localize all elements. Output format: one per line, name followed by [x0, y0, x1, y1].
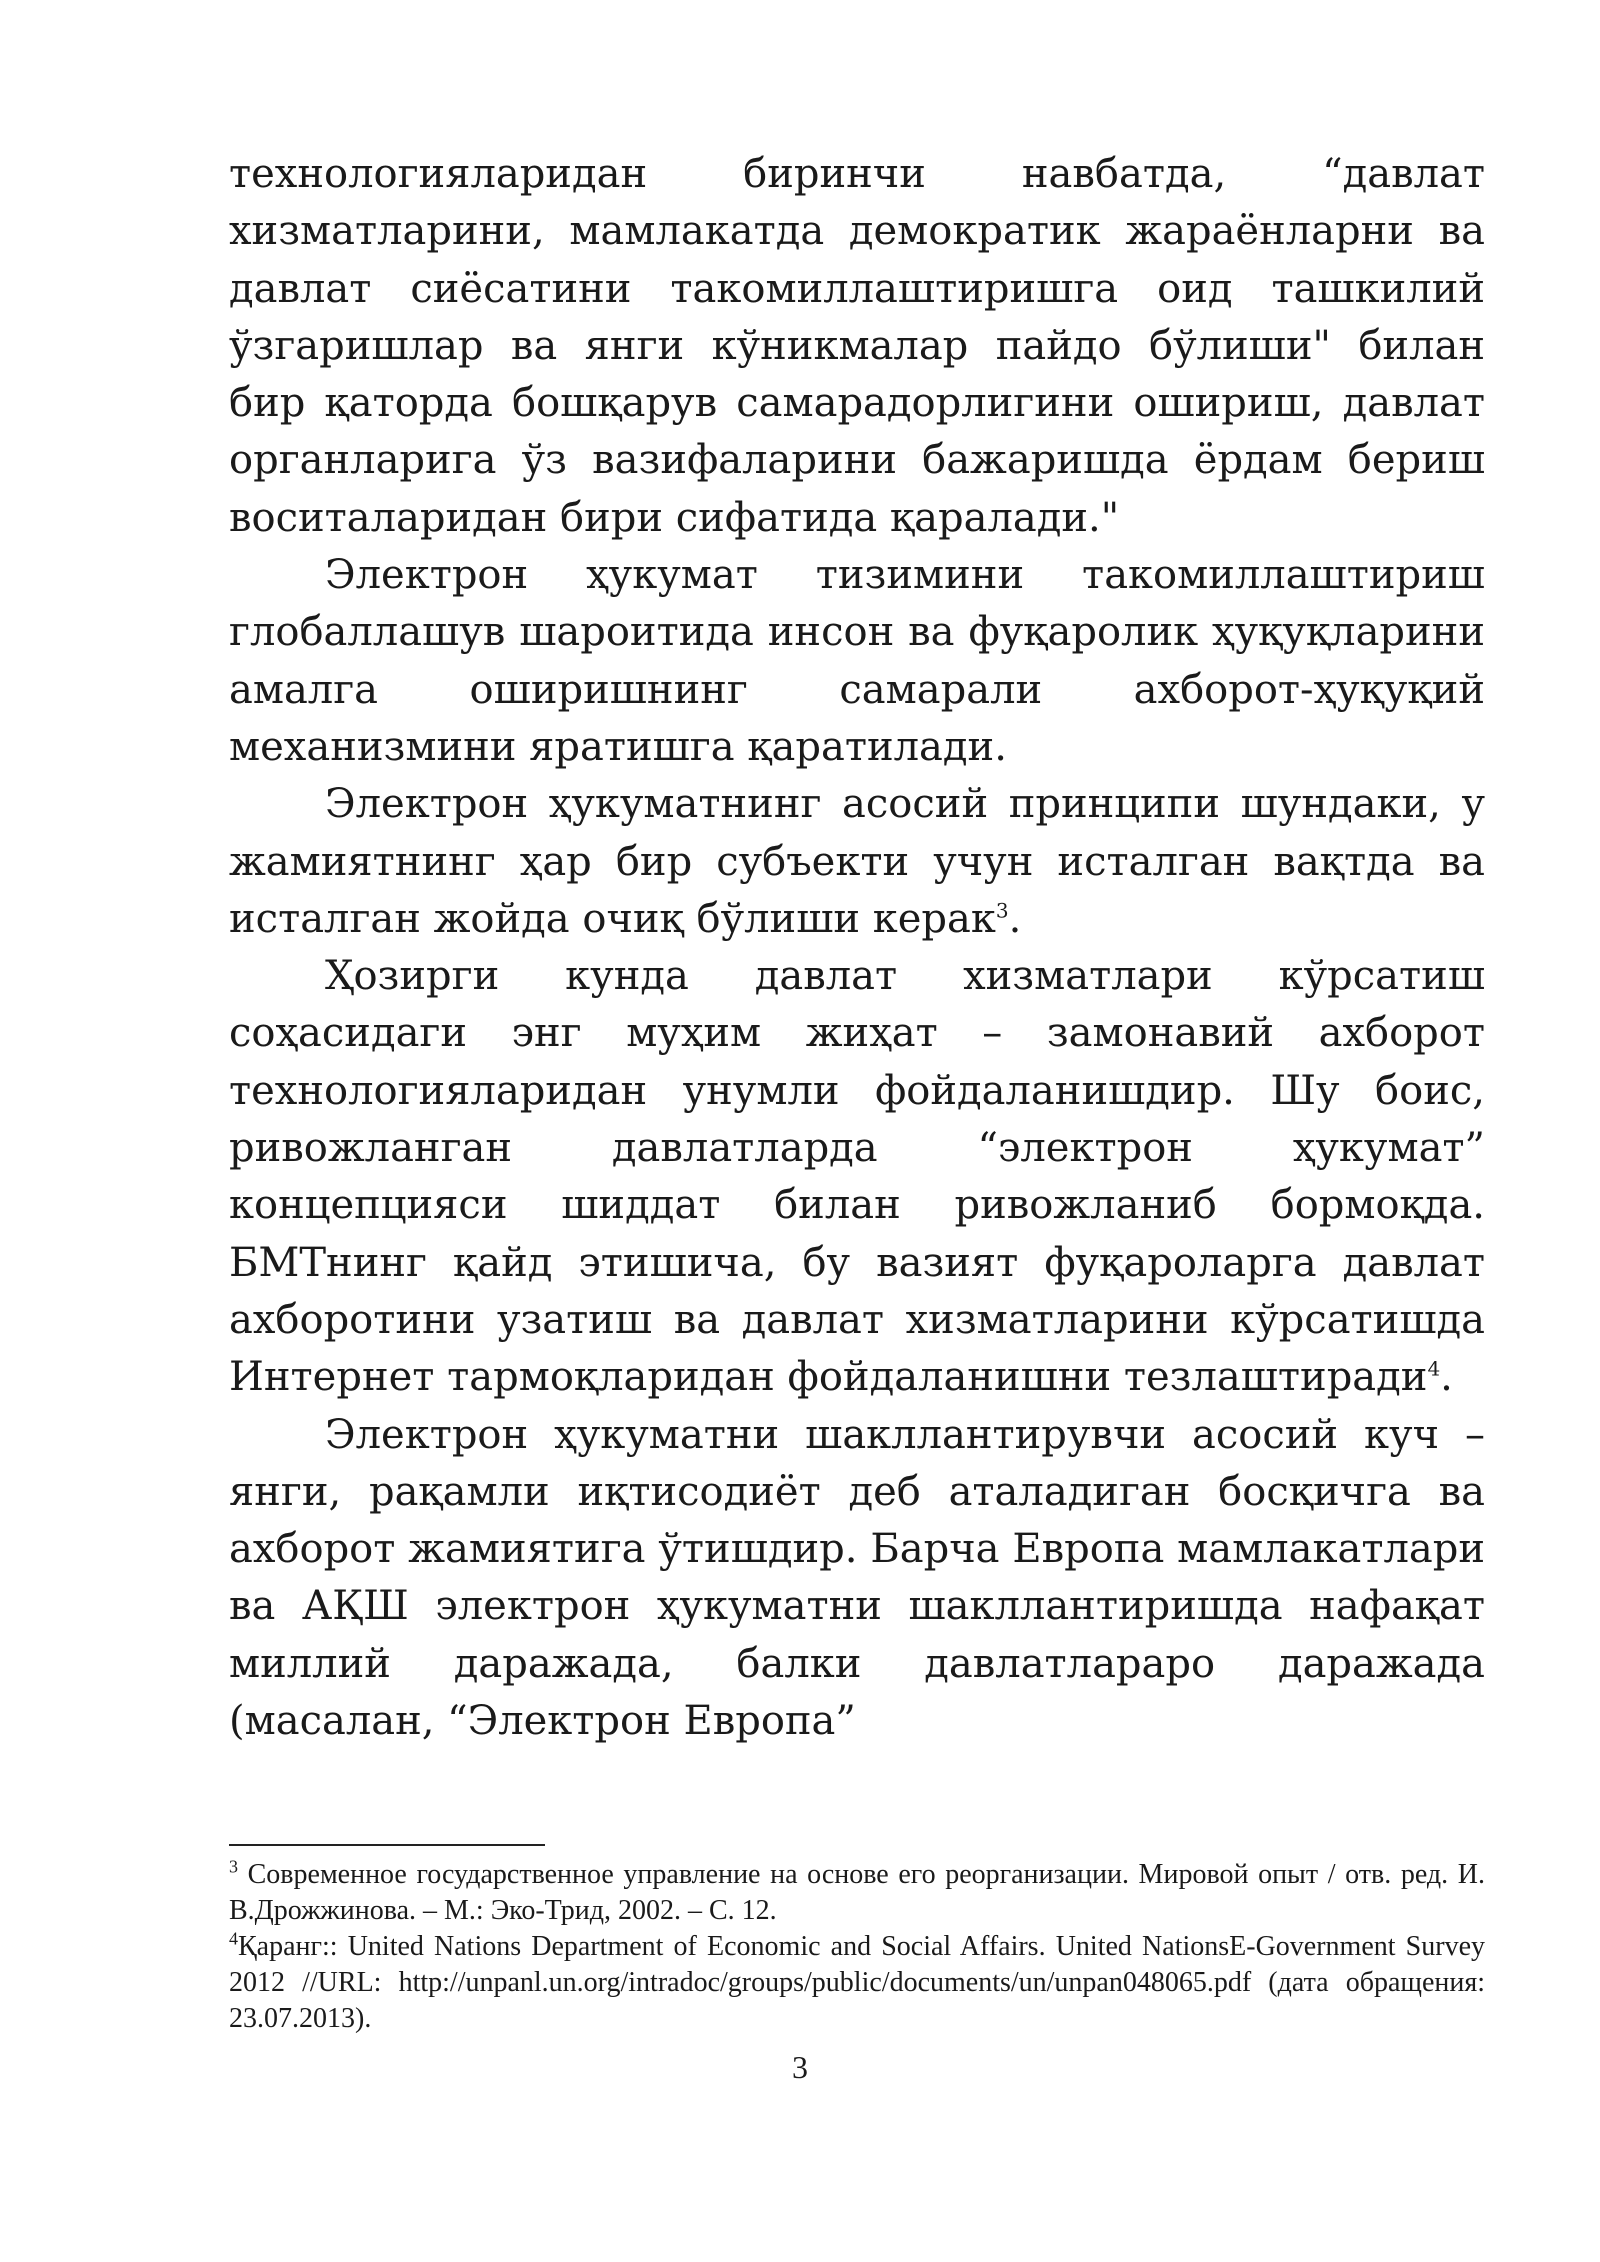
footnote-4-text: Қаранг:: United Nations Department of Economic and Social Affairs. United NationsE-Government Survey 2012 //URL: http://unpanl.un.org/intradoc/groups/public/documents/un/unpan048065.pdf (дата обращения: 23.07.2013). — [229, 1931, 1485, 2034]
paragraph-5-text: Электрон ҳукуматни шакллантирувчи асосий куч – янги, рақамли иқтисодиёт деб аталадиган босқичга ва ахборот жамиятига ўтишдир. Барча Европа мамлакатлари ва АҚШ электрон ҳукуматни шакллантиришда нафақат миллий даражада, балки давлатлараро даражада (масалан, “Электрон Европа” — [229, 1411, 1485, 1745]
paragraph-4-tail: . — [1440, 1354, 1453, 1401]
footnote-3-number: 3 — [229, 1856, 238, 1877]
footnotes — [229, 1857, 1485, 2037]
paragraph-1 — [229, 146, 1485, 547]
footnote-ref-4[interactable]: 4 — [1427, 1356, 1441, 1381]
paragraph-3-text: Электрон ҳукуматнинг асосий принципи шундаки, у жамиятнинг ҳар бир субъекти учун исталган вақтда ва исталган жойда очиқ бўлиши керак — [229, 781, 1485, 942]
footnote-3 — [229, 1857, 1485, 1929]
footnote-ref-3[interactable]: 3 — [995, 898, 1009, 923]
footnote-3-text: Современное государственное управление на основе его реорганизации. Мировой опыт / отв. ред. И. В.Дрожжинова. – М.: Эко-Трид, 2002. – С. 12. — [229, 1859, 1485, 1926]
paragraph-2 — [229, 547, 1485, 776]
paragraph-5 — [229, 1407, 1485, 1751]
page-number: 3 — [792, 2049, 808, 2085]
footnote-4-number: 4 — [229, 1928, 238, 1949]
paragraph-3-tail: . — [1008, 895, 1022, 942]
paragraph-4 — [229, 948, 1485, 1406]
paragraph-2-text: Электрон ҳукумат тизимини такомиллаштириш глобаллашув шароитида инсон ва фуқаролик ҳуқуқларини амалга оширишнинг самарали ахборот-ҳуқуқий механизмини яратишга қаратилади. — [229, 552, 1485, 770]
paragraph-1-text: технологияларидан биринчи навбатда, “давлат хизматларини, мамлакатда демократик жараёнларни ва давлат сиёсатини такомиллаштиришга оид ташкилий ўзгаришлар ва янги кўникмалар пайдо бўлиши" билан бир қаторда бошқарув самарадорлигини ошириш, давлат органларига ўз вазифаларини бажаришда ёрдам бериш воситаларидан бири сифатида қаралади." — [229, 151, 1485, 541]
footnote-4 — [229, 1929, 1485, 2037]
footnote-separator — [229, 1844, 545, 1846]
paragraph-4-text: Ҳозирги кунда давлат хизматлари кўрсатиш соҳасидаги энг муҳим жиҳат – замонавий ахборот технологияларидан унумли фойдаланишдир. Шу боис, ривожланган давлатларда “электрон ҳукумат” концепцияси шиддат билан ривожланиб бормоқда. БМТнинг қайд этишича, бу вазият фуқароларга давлат ахборотини узатиш ва давлат хизматларини кўрсатишда Интернет тармоқларидан фойдаланишни тезлаштиради — [229, 953, 1485, 1401]
page-body — [229, 146, 1485, 1750]
paragraph-3 — [229, 776, 1485, 948]
